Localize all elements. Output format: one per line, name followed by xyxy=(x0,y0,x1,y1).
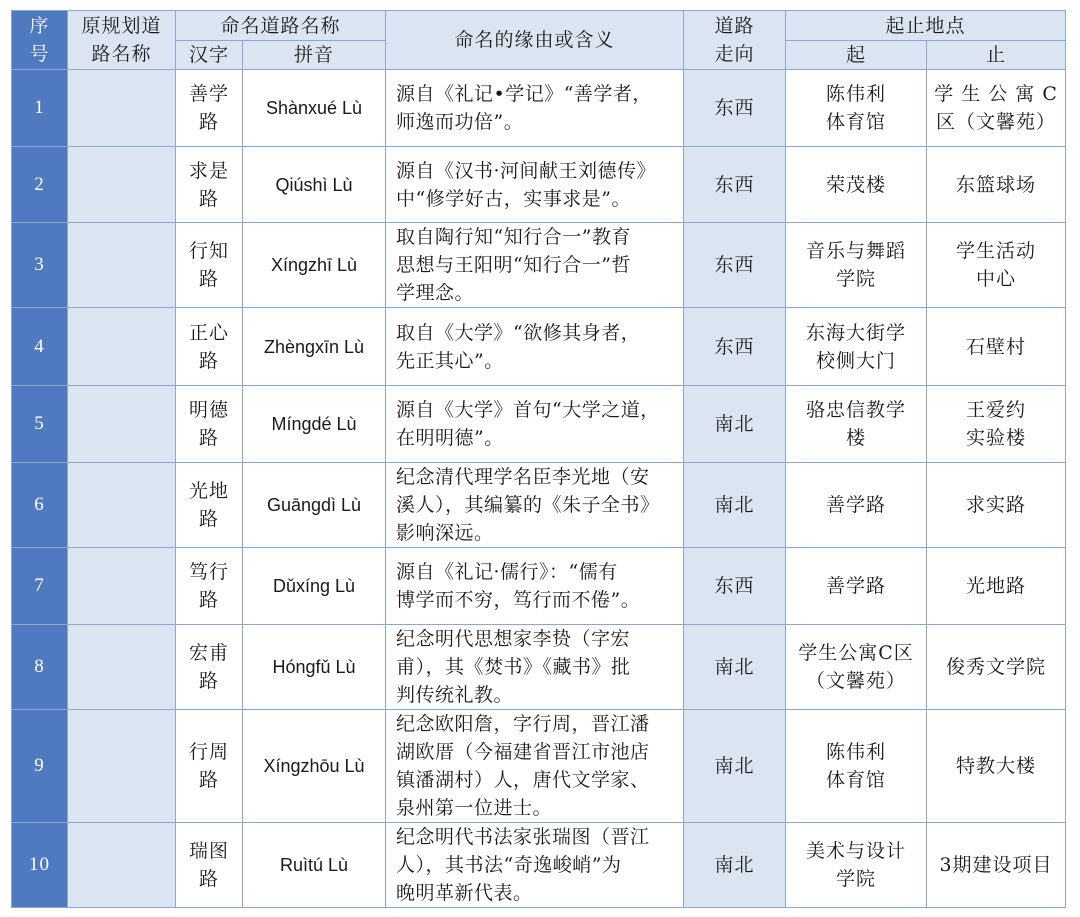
naming-meaning-line: 先正其心”。 xyxy=(396,349,504,372)
road-name-hanzi xyxy=(176,548,243,625)
row-number: 10 xyxy=(12,823,68,908)
original-name-cell xyxy=(68,308,176,386)
start-location xyxy=(786,710,927,823)
end-location-line: 王爱约 xyxy=(966,399,1027,421)
start-location-line: 善学路 xyxy=(826,494,887,516)
original-name-cell xyxy=(68,548,176,625)
end-location-line: 俊秀文学院 xyxy=(946,656,1047,678)
road-name-pinyin: Shànxué Lù xyxy=(243,70,386,147)
original-name-cell xyxy=(68,386,176,463)
naming-meaning-line: 博学而不穷，笃行而不倦”。 xyxy=(396,589,641,611)
road-direction: 东西 xyxy=(684,223,786,308)
road-name-hanzi-line: 路 xyxy=(198,589,219,611)
road-name-hanzi xyxy=(176,463,243,548)
start-location-line: 善学路 xyxy=(826,575,887,597)
start-location-line: 体育馆 xyxy=(826,111,887,133)
original-name-cell xyxy=(68,625,176,710)
naming-meaning-line: 学理念。 xyxy=(396,282,475,304)
road-name-hanzi xyxy=(176,823,243,908)
row-number: 5 xyxy=(12,386,68,463)
original-name-cell xyxy=(68,70,176,147)
road-name-hanzi-line: 明德 xyxy=(188,399,229,421)
header-endpoints: 起止地点 xyxy=(786,11,1066,41)
road-name-hanzi-line: 路 xyxy=(198,769,219,791)
road-name-hanzi xyxy=(176,147,243,223)
naming-meaning-line: 纪念明代思想家李贽（字宏 xyxy=(396,628,631,650)
header-index-line: 序 xyxy=(29,15,50,37)
naming-meaning xyxy=(386,823,684,908)
road-direction: 东西 xyxy=(684,308,786,386)
start-location xyxy=(786,386,927,463)
original-name-cell xyxy=(68,823,176,908)
naming-meaning-line: 源自《汉书·河间献王刘德传》 xyxy=(396,159,657,182)
naming-meaning xyxy=(386,625,684,710)
road-name-hanzi xyxy=(176,710,243,823)
road-direction: 南北 xyxy=(684,823,786,908)
row-number: 2 xyxy=(12,147,68,223)
header-direction-line: 走向 xyxy=(714,43,755,65)
table-row xyxy=(12,823,1066,908)
start-location-line: 学生公寓C区 xyxy=(798,642,914,664)
road-direction: 东西 xyxy=(684,548,786,625)
end-location-line: 石壁村 xyxy=(966,335,1027,358)
original-name-cell xyxy=(68,463,176,548)
header-original-line: 原规划道 xyxy=(81,15,162,37)
table-row xyxy=(12,223,1066,308)
road-name-hanzi-line: 正心 xyxy=(188,321,229,344)
end-location-line: 学 生 公 寓 C xyxy=(934,83,1058,105)
header-direction-line: 道路 xyxy=(714,15,755,37)
start-location xyxy=(786,463,927,548)
road-name-hanzi xyxy=(176,308,243,386)
end-location-line: 求实路 xyxy=(966,494,1027,516)
table-row xyxy=(12,147,1066,223)
naming-meaning-line: 甫），其《焚书》《藏书》批 xyxy=(396,656,631,678)
end-location xyxy=(927,625,1066,710)
naming-meaning-line: 溪人），其编纂的《朱子全书》 xyxy=(396,494,660,516)
start-location-line: 陈伟利 xyxy=(826,741,887,763)
table-row xyxy=(12,625,1066,710)
start-location xyxy=(786,70,927,147)
naming-meaning-line: 纪念清代理学名臣李光地（安 xyxy=(396,466,650,488)
naming-meaning-line: 思想与王阳明“知行合一”哲 xyxy=(396,254,631,276)
road-name-hanzi-line: 笃行 xyxy=(188,561,229,583)
naming-meaning-line: 镇潘湖村）人，唐代文学家、 xyxy=(396,769,650,791)
naming-meaning xyxy=(386,223,684,308)
table-row xyxy=(12,308,1066,386)
header-naming-group: 命名道路名称 xyxy=(176,11,386,41)
header-hanzi: 汉字 xyxy=(176,41,243,70)
naming-meaning-line: 影响深远。 xyxy=(396,522,494,544)
naming-meaning-line: 在明明德”。 xyxy=(396,427,504,449)
header-original-line: 路名称 xyxy=(91,43,152,65)
end-location xyxy=(927,147,1066,223)
start-location-line: 学院 xyxy=(836,868,877,890)
road-name-pinyin: Zhèngxīn Lù xyxy=(243,308,386,386)
start-location-line: 陈伟利 xyxy=(826,83,887,105)
start-location-line: 楼 xyxy=(846,427,867,449)
road-name-pinyin: Ruìtú Lù xyxy=(243,823,386,908)
end-location xyxy=(927,70,1066,147)
naming-meaning xyxy=(386,710,684,823)
header-end: 止 xyxy=(927,41,1066,70)
header-index-line: 号 xyxy=(29,43,50,65)
naming-meaning-line: 判传统礼教。 xyxy=(396,684,514,706)
naming-meaning-line: 湖欧厝（今福建省晋江市池店 xyxy=(396,741,650,763)
road-name-hanzi-line: 路 xyxy=(198,268,219,290)
naming-meaning-line: 源自《大学》首句“大学之道， xyxy=(396,399,660,421)
end-location xyxy=(927,223,1066,308)
header-pinyin: 拼音 xyxy=(243,41,386,70)
table-row xyxy=(12,548,1066,625)
naming-meaning-line: 纪念明代书法家张瑞图（晋江 xyxy=(396,826,650,848)
end-location-line: 光地路 xyxy=(966,575,1027,597)
road-name-hanzi-line: 行周 xyxy=(188,741,229,763)
end-location-line: 实验楼 xyxy=(966,427,1027,449)
road-name-hanzi-line: 善学 xyxy=(188,83,229,105)
road-name-pinyin: Guāngdì Lù xyxy=(243,463,386,548)
road-name-hanzi-line: 求是 xyxy=(188,159,229,182)
road-name-hanzi-line: 路 xyxy=(198,508,219,530)
naming-meaning xyxy=(386,70,684,147)
road-name-pinyin: Xíngzhōu Lù xyxy=(243,710,386,823)
start-location-line: 校侧大门 xyxy=(816,349,897,372)
road-name-hanzi-line: 光地 xyxy=(188,480,229,502)
start-location xyxy=(786,223,927,308)
road-naming-table xyxy=(11,10,1066,908)
end-location-line: 区（文馨苑） xyxy=(936,111,1057,133)
road-name-hanzi-line: 路 xyxy=(198,349,219,372)
end-location-line: 特教大楼 xyxy=(956,755,1037,777)
naming-meaning-line: 纪念欧阳詹，字行周，晋江潘 xyxy=(396,713,650,735)
naming-meaning-line: 晚明革新代表。 xyxy=(396,882,533,904)
row-number: 8 xyxy=(12,625,68,710)
naming-meaning xyxy=(386,308,684,386)
table-row xyxy=(12,386,1066,463)
header-meaning: 命名的缘由或含义 xyxy=(386,11,684,70)
naming-meaning xyxy=(386,463,684,548)
end-location-line: 3期建设项目 xyxy=(939,854,1053,876)
header-original-name xyxy=(68,11,176,70)
naming-meaning-line: 源自《礼记·儒行》：“儒有 xyxy=(396,561,618,583)
header-start: 起 xyxy=(786,41,927,70)
start-location-line: 美术与设计 xyxy=(806,840,907,862)
start-location-line: 荣茂楼 xyxy=(826,173,887,196)
start-location-line: 骆忠信教学 xyxy=(806,399,907,421)
start-location-line: 音乐与舞蹈 xyxy=(806,240,907,262)
table-row xyxy=(12,70,1066,147)
row-number: 4 xyxy=(12,308,68,386)
original-name-cell xyxy=(68,710,176,823)
road-direction: 南北 xyxy=(684,463,786,548)
header-direction xyxy=(684,11,786,70)
table-body xyxy=(12,70,1066,908)
end-location-line: 学生活动 xyxy=(956,240,1037,262)
road-name-pinyin: Míngdé Lù xyxy=(243,386,386,463)
road-name-hanzi-line: 路 xyxy=(198,427,219,449)
table-header xyxy=(12,11,1066,70)
start-location xyxy=(786,823,927,908)
road-name-pinyin: Hóngfǔ Lù xyxy=(243,625,386,710)
end-location xyxy=(927,463,1066,548)
row-number: 1 xyxy=(12,70,68,147)
naming-meaning-line: 人），其书法“奇逸峻峭”为 xyxy=(396,854,622,876)
road-name-hanzi-line: 宏甫 xyxy=(188,642,229,664)
end-location-line: 东篮球场 xyxy=(956,173,1037,196)
start-location-line: 学院 xyxy=(836,268,877,290)
naming-meaning-line: 中“修学好古，实事求是”。 xyxy=(396,187,631,210)
end-location xyxy=(927,386,1066,463)
start-location xyxy=(786,625,927,710)
naming-meaning xyxy=(386,147,684,223)
original-name-cell xyxy=(68,147,176,223)
end-location xyxy=(927,710,1066,823)
start-location-line: 东海大街学 xyxy=(806,321,907,344)
end-location xyxy=(927,308,1066,386)
road-name-pinyin: Dǔxíng Lù xyxy=(243,548,386,625)
road-name-hanzi-line: 路 xyxy=(198,670,219,692)
start-location-line: 体育馆 xyxy=(826,769,887,791)
road-direction: 南北 xyxy=(684,386,786,463)
header-index xyxy=(12,11,68,70)
row-number: 6 xyxy=(12,463,68,548)
naming-meaning-line: 取自陶行知“知行合一”教育 xyxy=(396,226,631,248)
road-name-hanzi-line: 行知 xyxy=(188,240,229,262)
start-location xyxy=(786,548,927,625)
road-name-pinyin: Qiúshì Lù xyxy=(243,147,386,223)
naming-meaning xyxy=(386,548,684,625)
naming-meaning xyxy=(386,386,684,463)
road-direction: 东西 xyxy=(684,147,786,223)
end-location xyxy=(927,823,1066,908)
road-name-hanzi-line: 瑞图 xyxy=(188,840,229,862)
road-direction: 南北 xyxy=(684,710,786,823)
row-number: 7 xyxy=(12,548,68,625)
road-name-hanzi-line: 路 xyxy=(198,868,219,890)
naming-meaning-line: 源自《礼记•学记》“善学者， xyxy=(396,83,652,105)
road-name-hanzi xyxy=(176,70,243,147)
road-name-pinyin: Xíngzhī Lù xyxy=(243,223,386,308)
naming-meaning-line: 师逸而功倍”。 xyxy=(396,111,524,133)
table-row xyxy=(12,463,1066,548)
road-name-hanzi xyxy=(176,223,243,308)
end-location xyxy=(927,548,1066,625)
start-location xyxy=(786,147,927,223)
start-location-line: （文馨苑） xyxy=(806,670,907,692)
road-direction: 东西 xyxy=(684,70,786,147)
row-number: 3 xyxy=(12,223,68,308)
start-location xyxy=(786,308,927,386)
road-name-hanzi-line: 路 xyxy=(198,187,219,210)
road-name-hanzi-line: 路 xyxy=(198,111,219,133)
road-name-hanzi xyxy=(176,625,243,710)
table-row xyxy=(12,710,1066,823)
end-location-line: 中心 xyxy=(976,268,1017,290)
original-name-cell xyxy=(68,223,176,308)
road-name-hanzi xyxy=(176,386,243,463)
naming-meaning-line: 泉州第一位进士。 xyxy=(396,797,553,819)
road-direction: 南北 xyxy=(684,625,786,710)
row-number: 9 xyxy=(12,710,68,823)
naming-meaning-line: 取自《大学》“欲修其身者， xyxy=(396,321,641,344)
